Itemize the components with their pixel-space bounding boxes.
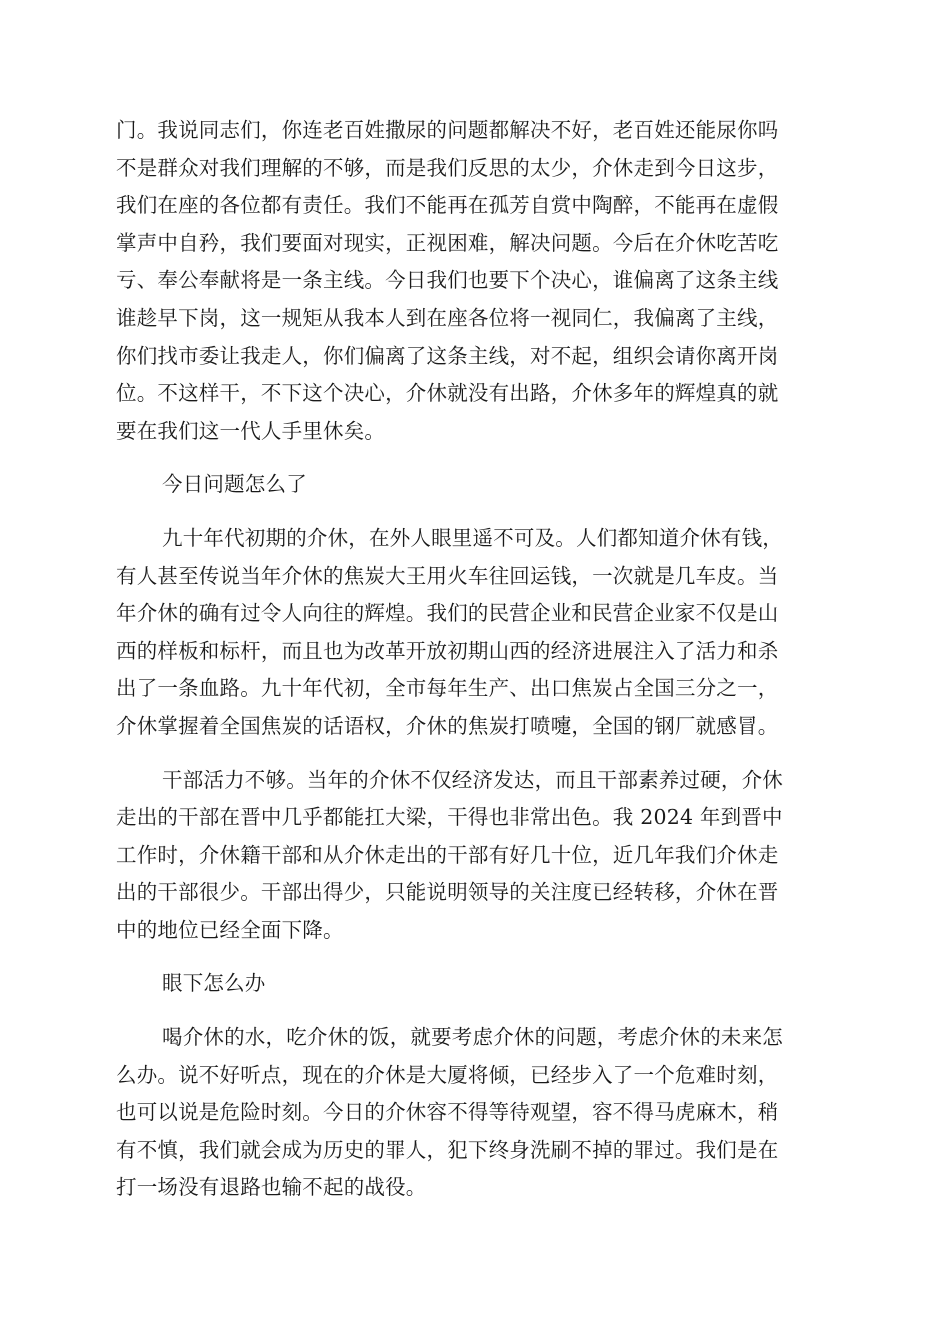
paragraph	[116, 520, 832, 746]
paragraph	[116, 1019, 832, 1207]
text-line: 有人甚至传说当年介休的焦炭大王用火车往回运钱，一次就是几车皮。当	[116, 563, 779, 588]
text-line: 不是群众对我们理解的不够，而是我们反思的太少，介休走到今日这步，	[116, 155, 779, 180]
text-line: 出了一条血路。九十年代初，全市每年生产、出口焦炭占全国三分之一，	[116, 676, 779, 701]
section-heading: 眼下怎么办	[162, 971, 266, 996]
paragraph-gap	[116, 1003, 832, 1019]
paragraph-gap	[116, 504, 832, 520]
text-line: 中的地位已经全面下降。	[116, 917, 344, 942]
paragraph-gap	[116, 450, 832, 466]
paragraph-gap	[116, 949, 832, 965]
text-line: 谁趁早下岗，这一规矩从我本人到在座各位将一视同仁，我偏离了主线，	[116, 305, 779, 330]
text-line: 年介休的确有过令人向往的辉煌。我们的民营企业和民营企业家不仅是山	[116, 601, 779, 626]
text-line: 亏、奉公奉献将是一条主线。今日我们也要下个决心，谁偏离了这条主线	[116, 268, 779, 293]
paragraph	[116, 762, 832, 950]
text-line: 要在我们这一代人手里休矣。	[116, 418, 386, 443]
text-line: 么办。说不好听点，现在的介休是大厦将倾，已经步入了一个危难时刻，	[116, 1062, 779, 1087]
text-line: 走出的干部在晋中几乎都能扛大梁，干得也非常出色。我 2024 年到晋中	[116, 805, 783, 830]
text-line: 九十年代初期的介休，在外人眼里遥不可及。人们都知道介休有钱，	[162, 525, 783, 550]
paragraph-continuation	[116, 112, 832, 450]
text-line: 西的样板和标杆，而且也为改革开放初期山西的经济进展注入了活力和杀	[116, 638, 779, 663]
text-line: 工作时，介休籍干部和从介休走出的干部有好几十位，近几年我们介休走	[116, 842, 779, 867]
text-line: 介休掌握着全国焦炭的话语权，介休的焦炭打喷嚏，全国的钢厂就感冒。	[116, 713, 779, 738]
paragraph-gap	[116, 746, 832, 762]
text-line: 喝介休的水，吃介休的饭，就要考虑介休的问题，考虑介休的未来怎	[162, 1025, 783, 1050]
section-heading: 今日问题怎么了	[162, 472, 307, 497]
text-line: 位。不这样干，不下这个决心，介休就没有出路，介休多年的辉煌真的就	[116, 381, 779, 406]
text-line: 你们找市委让我走人，你们偏离了这条主线，对不起，组织会请你离开岗	[116, 343, 779, 368]
text-line: 也可以说是危险时刻。今日的介休容不得等待观望，容不得马虎麻木，稍	[116, 1100, 779, 1125]
text-line: 掌声中自矜，我们要面对现实，正视困难，解决问题。今后在介休吃苦吃	[116, 230, 779, 255]
text-line: 我们在座的各位都有责任。我们不能再在孤芳自赏中陶醉，不能再在虚假	[116, 193, 779, 218]
text-line: 有不慎，我们就会成为历史的罪人，犯下终身洗刷不掉的罪过。我们是在	[116, 1137, 779, 1162]
text-line: 打一场没有退路也输不起的战役。	[116, 1175, 427, 1200]
text-line: 出的干部很少。干部出得少，只能说明领导的关注度已经转移，介休在晋	[116, 880, 779, 905]
document-page	[116, 112, 832, 1207]
text-line: 门。我说同志们，你连老百姓撒尿的问题都解决不好，老百姓还能尿你吗	[116, 118, 779, 142]
text-line: 干部活力不够。当年的介休不仅经济发达，而且干部素养过硬，介休	[162, 767, 783, 792]
